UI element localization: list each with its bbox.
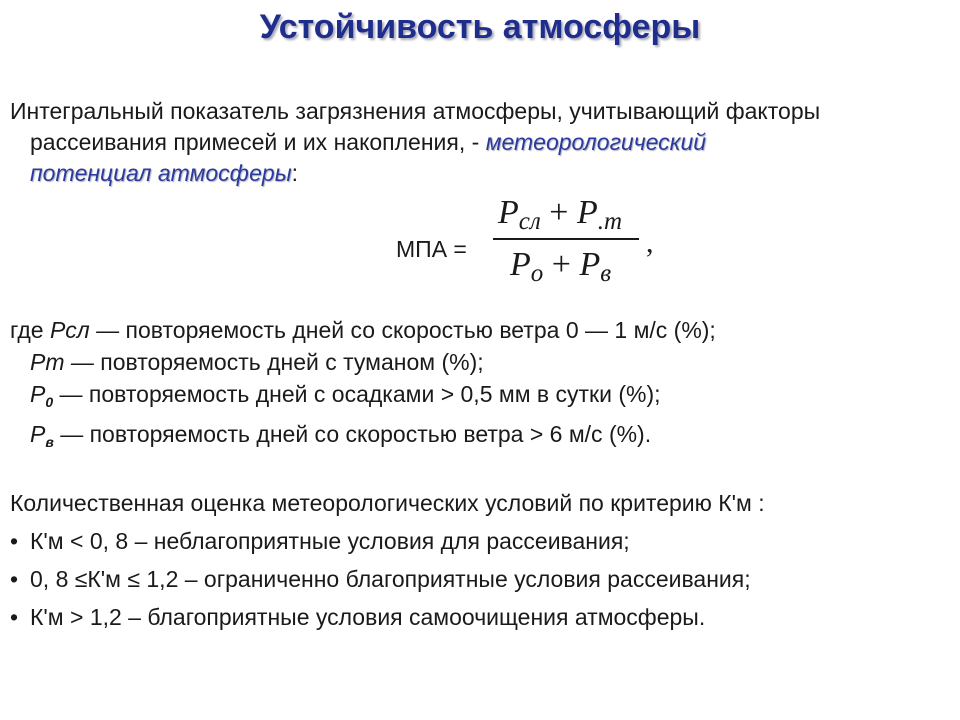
definition-item <box>10 418 950 458</box>
definition-item <box>10 314 950 346</box>
intro-line-2 <box>10 127 950 158</box>
definition-text: — повторяемость дней с туманом (%); <box>64 349 484 375</box>
num-symbol-2: P <box>576 194 598 231</box>
formula-numerator <box>498 194 622 236</box>
definition-text: — повторяемость дней с осадками > 0,5 мм в сутки (%); <box>53 381 661 407</box>
den-symbol-1: P <box>510 246 531 283</box>
num-plus: + <box>540 194 577 231</box>
den-sub-2: в <box>600 260 612 287</box>
intro-line-3-text: : <box>291 160 299 186</box>
definition-symbol: P <box>30 421 46 447</box>
formula-comma: , <box>646 226 654 259</box>
num-symbol-1: P <box>498 194 519 231</box>
definition-text: — повторяемость дней со скоростью ветра > 6 м/с (%). <box>53 421 652 447</box>
den-symbol-2: P <box>579 246 601 283</box>
definition-text: — повторяемость дней со скоростью ветра 0 — 1 м/с (%); <box>89 317 716 343</box>
definition-subscript: в <box>45 434 54 450</box>
definition-symbol: Pсл <box>49 317 90 343</box>
definition-symbol: Pт <box>30 349 65 375</box>
num-sub-1: сл <box>518 208 541 235</box>
den-plus: + <box>543 246 580 283</box>
intro-line-1: Интегральный показатель загрязнения атмосферы, учитывающий факторы <box>10 98 821 124</box>
formula-denominator <box>510 246 611 288</box>
intro-line-2-text: рассеивания примесей и их накопления, - <box>30 129 486 155</box>
criteria-item-text: К'м > 1,2 – благоприятные условия самоочищения атмосферы. <box>30 604 706 630</box>
definition-symbol: P <box>30 381 46 407</box>
criteria-item-text: 0, 8 ≤К'м ≤ 1,2 – ограниченно благоприятные условия рассеивания; <box>30 566 751 592</box>
criteria-item <box>10 522 950 560</box>
bullet-icon: • <box>10 604 19 630</box>
criteria-item <box>10 598 950 636</box>
criteria-section <box>10 484 950 636</box>
intro-paragraph <box>10 96 950 189</box>
intro-line-3 <box>10 158 950 189</box>
criteria-item <box>10 560 950 598</box>
term-highlight-1: метеорологический <box>485 129 707 155</box>
definition-item <box>10 346 950 378</box>
den-sub-1: o <box>530 260 544 287</box>
num-sub-2: .т <box>597 208 623 235</box>
definitions-list <box>10 314 950 458</box>
definition-subscript: 0 <box>45 394 54 410</box>
definition-item <box>10 378 950 418</box>
bullet-icon: • <box>10 528 19 554</box>
slide-title: Устойчивость атмосферы <box>259 8 701 46</box>
criteria-item-text: К'м < 0, 8 – неблагоприятные условия для рассеивания; <box>30 528 630 554</box>
bullet-icon: • <box>10 566 19 592</box>
term-highlight-2: потенциал атмосферы <box>30 160 292 186</box>
formula-label: МПА = <box>396 236 467 262</box>
fraction-line <box>493 238 639 240</box>
criteria-heading: Количественная оценка метеорологических условий по критерию К'м : <box>10 490 765 516</box>
definition-prefix: где <box>10 317 50 343</box>
